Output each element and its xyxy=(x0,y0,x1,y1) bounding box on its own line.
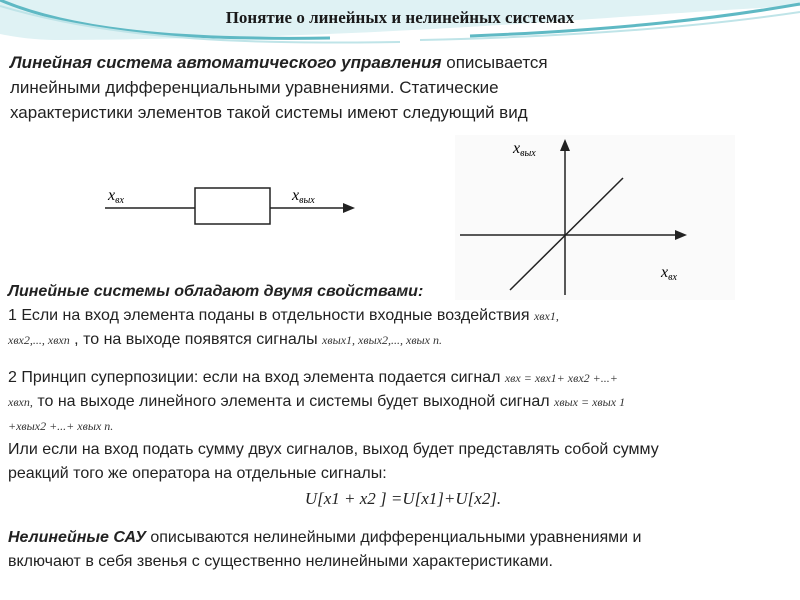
output-label: xвых xyxy=(292,187,315,206)
block-element xyxy=(195,188,270,224)
intro-term: Линейная система автоматического управления xyxy=(10,53,442,72)
superposition-formula: U[x1 + x2 ] =U[x1]+U[x2]. xyxy=(304,489,502,508)
nonlinear-term: Нелинейные САУ xyxy=(8,529,146,546)
y-axis-label: xвых xyxy=(513,140,536,159)
block-diagram xyxy=(100,170,360,240)
properties-heading: Линейные системы обладают двумя свойствами: xyxy=(8,283,424,300)
properties-section: Линейные системы обладают двумя свойствами: 1 Если на вход элемента поданы в отдельности входные воздействия xвх1, xвх2,..., xвхn , то на выходе появятся сигналы xвых1, xвых2,..., xвых n. 2 Принцип суперпозиции: если на вход элемента подается сигнал xвх = xвх1+ xвх2 +...+ xвхn, то на выходе линейного элемента и системы будет выходной сигнал xвых = xвых 1 +xвых2 +...+ xвых n. Или если на вход подать сумму двух сигналов, выход будет представлять собой сумму реакций того же оператора на отдельные сигналы: U[x1 + x2 ] =U[x1]+U[x2]. Нелинейные САУ описываются нелинейными дифференциальными уравнениями и включают в себя звенья с существенно нелинейными характеристиками. xyxy=(8,280,798,574)
input-label: xвх xyxy=(108,187,124,206)
intro-paragraph: Линейная система автоматического управления описывается линейными дифференциальными уравнениями. Статические характеристики элементов такой системы имеют следующий вид xyxy=(10,53,548,122)
x-axis-label: xвх xyxy=(661,264,677,283)
page-title: Понятие о линейных и нелинейных системах xyxy=(225,8,575,27)
characteristic-graph xyxy=(455,135,735,300)
